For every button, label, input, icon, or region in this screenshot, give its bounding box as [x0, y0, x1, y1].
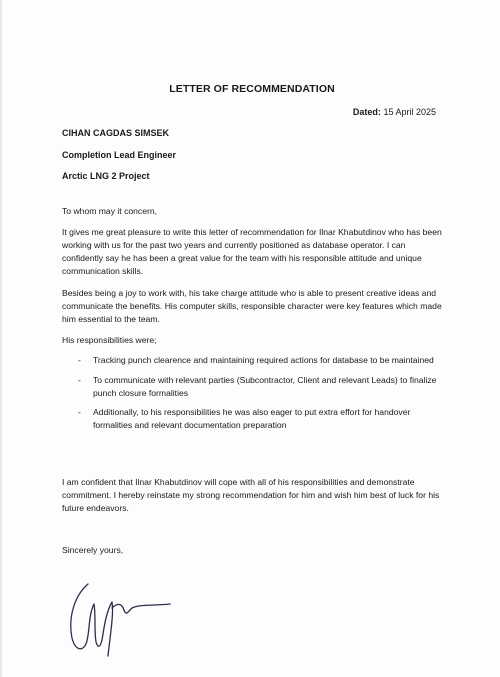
bullet-marker: -: [78, 374, 81, 385]
salutation: To whom may it concern,: [62, 206, 158, 216]
bullet-marker: -: [78, 407, 81, 417]
sender-role: Completion Lead Engineer: [62, 150, 177, 160]
list-item: [62, 354, 447, 367]
date-line: [353, 107, 436, 117]
list-item-text: Tracking punch clearence and maintaining required actions for database to be maintained: [93, 355, 434, 365]
bullet-marker: -: [78, 355, 81, 365]
sender-project: Arctic LNG 2 Project: [62, 171, 150, 181]
paragraph-intro: It gives me great pleasure to write this letter of recommendation for Ilnar Khabutdinov who has been working with us for the past two years and currently positioned as database operator. I can confidently say he has been a great value for the team with his responsible attitude and unique communication skills.: [62, 227, 442, 276]
list-item: [62, 406, 447, 432]
sign-off: Sincerely yours,: [62, 545, 124, 555]
closing-paragraph: I am confident that Ilnar Khabutdinov will cope with all of his responsibilities and demonstrate commitment. I hereby reinstate my strong recommendation for him and wish him best of luck for his future endeavors.: [62, 477, 440, 513]
responsibilities-list: [62, 354, 447, 439]
responsibilities-intro: His responsibilities were;: [62, 335, 157, 345]
list-item: [62, 374, 447, 400]
dated-label: Dated:: [352, 107, 381, 117]
handwritten-signature: [66, 578, 176, 658]
sender-name: CIHAN CAGDAS SIMSEK: [62, 128, 170, 138]
dated-value: 15 April 2025: [383, 107, 436, 117]
list-item-text: To communicate with relevant parties (Subcontractor, Client and relevant Leads) to finalize punch closure formalities: [93, 374, 437, 398]
list-item-text: Additionally, to his responsibilities he was also eager to put extra effort for handover formalities and relevant documentation preparation: [93, 407, 411, 430]
letter-title: LETTER OF RECOMMENDATION: [169, 83, 335, 95]
paragraph-qualities: Besides being a joy to work with, his take charge attitude who is able to present creative ideas and communicate the benefits. His computer skills, responsible character were key features which made him essential to the team.: [62, 288, 442, 324]
